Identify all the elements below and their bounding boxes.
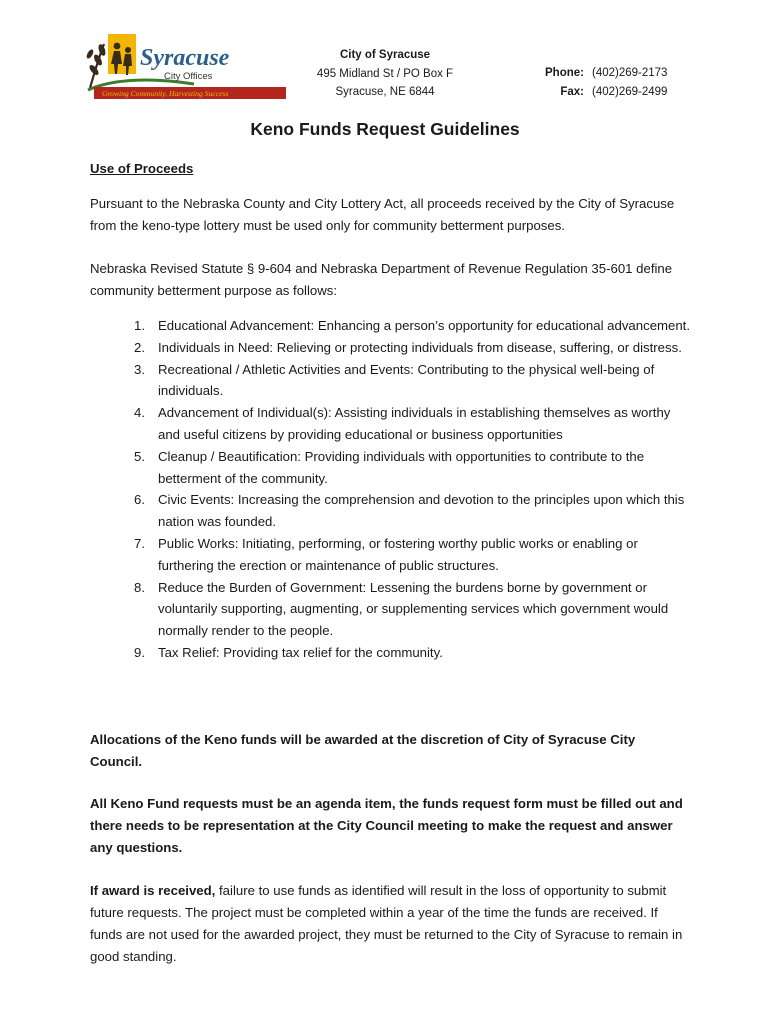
page-title: Keno Funds Request Guidelines: [250, 119, 520, 139]
list-item: 9. Tax Relief: Providing tax relief for the community.: [134, 644, 443, 660]
list-item: 8. Reduce the Burden of Government: Lessening the burdens borne by government or voluntarily supporting, augmenting, or supplementing services which government would normally render to the people.: [134, 579, 669, 639]
list-item: 5. Cleanup / Beautification: Providing individuals with opportunities to contribute to the betterment of the community.: [134, 448, 645, 486]
paragraph-lottery-act: Pursuant to the Nebraska County and City Lottery Act, all proceeds received by the City of Syracuse from the keno-type lottery must be used only for community betterment purposes.: [90, 196, 675, 233]
betterment-purpose-list: [134, 315, 694, 664]
list-item: 4. Advancement of Individual(s): Assisting individuals in establishing themselves as worthy and useful citizens by providing educational or business opportunities: [134, 405, 671, 442]
org-name: City of Syracuse: [339, 49, 431, 61]
paragraph-statute: Nebraska Revised Statute § 9-604 and Nebraska Department of Revenue Regulation 35-601 define community betterment purpose as follows:: [90, 261, 673, 298]
list-item: 2. Individuals in Need: Relieving or protecting individuals from disease, suffering, or distress.: [134, 339, 682, 355]
address-line-1: 495 Midland St / PO Box F: [316, 67, 454, 80]
phone-number: (402)269-2173: [592, 67, 668, 79]
fax-label: Fax:: [560, 85, 584, 98]
paragraph-allocations: Allocations of the Keno funds will be awarded at the discretion of City of Syracuse City Council.: [90, 732, 636, 769]
list-item: 3. Recreational / Athletic Activities and Events: Contributing to the physical well-being of individuals.: [134, 361, 655, 399]
logo-tagline: Growing Community, Harvesting Success: [102, 89, 229, 98]
phone-row: [532, 64, 667, 83]
list-item: 6. Civic Events: Increasing the comprehension and devotion to the principles upon which this nation was founded.: [134, 492, 685, 530]
section-heading: Use of Proceeds: [90, 161, 194, 176]
address-line-2: Syracuse, NE 6844: [335, 86, 435, 98]
phone-label: Phone:: [545, 67, 584, 79]
award-rest: failure to use funds as identified will result in the loss of opportunity to submit future requests. The project must be completed within a year of the time the funds are received. If funds are not used for the awarded project, they must be returned to the City of Syracuse to remain in good standing.: [90, 883, 683, 964]
paragraph-agenda-requirement: All Keno Fund requests must be an agenda item, the funds request form must be filled out and there needs to be representation at the City Council meeting to make the request and answer any questions.: [90, 796, 683, 855]
logo-subtitle: City Offices: [164, 71, 213, 82]
paragraph-award-conditions: [90, 880, 690, 968]
logo-name: Syracuse: [140, 45, 230, 71]
address-block: [300, 46, 470, 102]
contact-block: [532, 64, 667, 101]
fax-row: [532, 83, 667, 102]
syracuse-logo: [84, 34, 288, 102]
award-lead: If award is received,: [90, 883, 216, 898]
list-item: 7. Public Works: Initiating, performing, or fostering worthy public works or enabling or furthering the erection or maintenance of public structures.: [134, 535, 638, 573]
fax-number: (402)269-2499: [592, 85, 668, 98]
list-item: 1. Educational Advancement: Enhancing a person’s opportunity for educational advancement.: [134, 318, 691, 333]
